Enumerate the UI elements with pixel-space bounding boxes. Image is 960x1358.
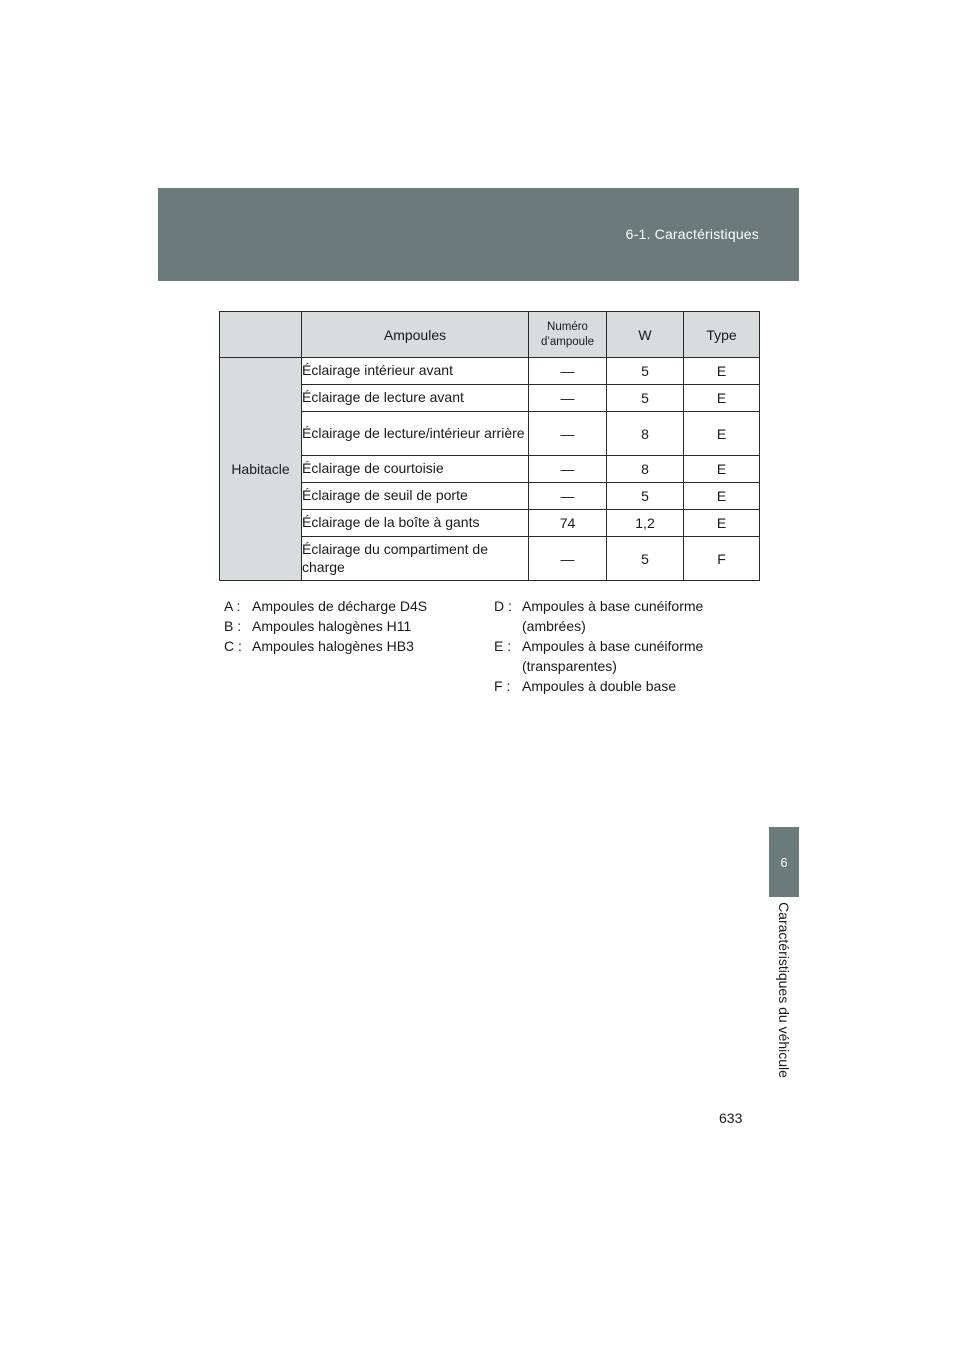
bulb-number: 74 — [529, 510, 607, 537]
legend-text: Ampoules de décharge D4S — [252, 598, 428, 614]
bulb-watt: 5 — [607, 537, 684, 581]
bulb-name: Éclairage de lecture avant — [302, 385, 529, 412]
legend-column-left — [224, 596, 484, 656]
header-blank — [220, 312, 302, 358]
bulb-type: E — [684, 483, 760, 510]
bulb-watt: 8 — [607, 412, 684, 456]
legend-text: Ampoules à double base — [522, 678, 677, 694]
bulb-type: E — [684, 358, 760, 385]
bulb-type: E — [684, 412, 760, 456]
table-header-row — [220, 312, 760, 358]
legend-text: Ampoules halogènes HB3 — [252, 638, 414, 654]
bulb-number: — — [529, 385, 607, 412]
bulb-watt: 8 — [607, 456, 684, 483]
header-numero — [529, 312, 607, 358]
legend-item — [224, 616, 484, 636]
page-number: 633 — [719, 1110, 743, 1126]
bulb-number: — — [529, 537, 607, 581]
bulb-type: E — [684, 385, 760, 412]
legend-item — [224, 636, 484, 656]
legend-key: A : — [224, 598, 241, 614]
bulb-watt: 5 — [607, 385, 684, 412]
chapter-label: Caractéristiques du véhicule — [776, 902, 792, 1078]
legend-text: Ampoules halogènes H11 — [252, 618, 412, 634]
legend-key: B : — [224, 618, 242, 634]
legend-column-right — [494, 596, 754, 696]
header-numero-line1: Numéro — [547, 320, 588, 333]
bulb-name: Éclairage du compartiment de charge — [302, 537, 529, 581]
section-header-bar — [158, 188, 799, 281]
bulb-table — [219, 311, 760, 581]
legend-key: E : — [494, 638, 512, 654]
legend-key: C : — [224, 638, 242, 654]
legend-text: Ampoules à base cunéiforme (ambrées) — [522, 598, 704, 634]
bulb-name: Éclairage de lecture/intérieur arrière — [302, 412, 529, 456]
chapter-tab — [769, 827, 799, 897]
header-w: W — [607, 312, 684, 358]
bulb-number: — — [529, 456, 607, 483]
legend-item — [494, 596, 754, 636]
section-title: 6-1. Caractéristiques — [625, 226, 759, 242]
header-type: Type — [684, 312, 760, 358]
legend-item — [494, 636, 754, 676]
header-numero-line2: d’ampoule — [540, 335, 595, 348]
table-row — [220, 358, 760, 385]
bulb-name: Éclairage intérieur avant — [302, 358, 529, 385]
legend-text: Ampoules à base cunéiforme (transparentes) — [522, 638, 704, 674]
bulb-name: Éclairage de courtoisie — [302, 456, 529, 483]
legend-item — [494, 676, 754, 696]
legend-item — [224, 596, 484, 616]
bulb-number: — — [529, 412, 607, 456]
bulb-number: — — [529, 358, 607, 385]
bulb-type: E — [684, 510, 760, 537]
bulb-name: Éclairage de la boîte à gants — [302, 510, 529, 537]
bulb-watt: 5 — [607, 358, 684, 385]
bulb-number: — — [529, 483, 607, 510]
legend-key: D : — [494, 598, 512, 614]
bulb-type: F — [684, 537, 760, 581]
legend-key: F : — [494, 678, 511, 694]
bulb-watt: 1,2 — [607, 510, 684, 537]
bulb-name: Éclairage de seuil de porte — [302, 483, 529, 510]
bulb-watt: 5 — [607, 483, 684, 510]
header-ampoules: Ampoules — [302, 312, 529, 358]
bulb-type: E — [684, 456, 760, 483]
chapter-number: 6 — [780, 854, 788, 870]
group-habitacle: Habitacle — [220, 358, 302, 581]
